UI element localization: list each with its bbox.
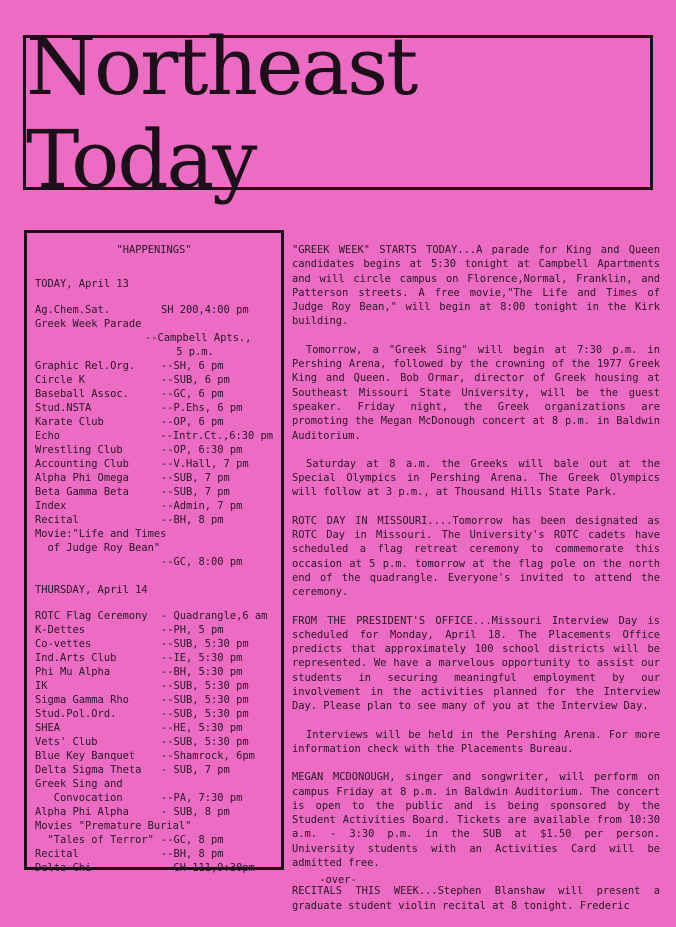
- event-name: Phi Mu Alpha: [35, 666, 111, 678]
- event-detail: --GC, 6 pm: [161, 388, 224, 400]
- article-paragraph: "GREEK WEEK" STARTS TODAY...A parade for King and Queen candidates begins at 5:30 tonight at Campbell Apartments and will circle campus on Florence,Normal, Franklin, and Patterson streets. A free movie,"The Life and Times of Judge Roy Bean," will begin at 8:00 tonight in the Kirk building.: [292, 244, 660, 328]
- event-detail: --IE, 5:30 pm: [161, 652, 243, 664]
- event-detail: --SUB, 7 pm: [161, 486, 230, 498]
- event-detail: --HE, 5:30 pm: [161, 722, 243, 734]
- event-row: [35, 679, 273, 693]
- event-row: [35, 359, 273, 373]
- article-paragraph: Saturday at 8 a.m. the Greeks will bale out at the Special Olympics in Pershing Arena. The Greek Olympics will follow at 3 p.m., at Thousand Hills State Park.: [292, 457, 660, 499]
- event-detail: [166, 527, 278, 541]
- event-name: Graphic Rel.Org.: [35, 360, 136, 372]
- event-name: Beta Gamma Beta: [35, 486, 129, 498]
- event-detail: --OP, 6:30 pm: [161, 444, 243, 456]
- event-name: Stud.NSTA: [35, 402, 92, 414]
- event-row: [35, 513, 273, 527]
- event-row: [35, 749, 273, 763]
- event-row: [35, 317, 273, 359]
- event-name: Movies "Premature Burial": [35, 820, 192, 832]
- event-row: [35, 373, 273, 387]
- event-row: [35, 443, 273, 457]
- event-detail: - SUB, 8 pm: [161, 806, 230, 818]
- event-name: Alpha Phi Alpha: [35, 806, 129, 818]
- event-name: Delta Chi: [35, 862, 92, 874]
- event-name: Vets' Club: [35, 736, 98, 748]
- event-row: [35, 805, 273, 819]
- event-row: [35, 735, 273, 749]
- event-row: [35, 541, 273, 555]
- event-detail: [161, 541, 273, 555]
- event-name: of Judge Roy Bean": [35, 542, 161, 554]
- event-detail: - Quadrangle,6 am: [161, 610, 268, 622]
- event-name: Recital: [35, 848, 79, 860]
- event-detail: - SUB, 7 pm: [161, 764, 230, 776]
- event-row: [35, 471, 273, 485]
- event-detail: --SUB, 5:30 pm: [161, 736, 249, 748]
- event-name: Baseball Assoc.: [35, 388, 129, 400]
- event-row: [35, 609, 273, 623]
- event-detail: --SUB, 5:30 pm: [161, 694, 249, 706]
- event-name: "Tales of Terror": [35, 834, 154, 846]
- event-name: Movie:"Life and Times: [35, 528, 167, 540]
- day-heading: THURSDAY, April 14: [35, 584, 148, 596]
- event-row: [35, 861, 273, 875]
- event-row: [35, 415, 273, 429]
- event-name: Wrestling Club: [35, 444, 123, 456]
- event-row: [35, 637, 273, 651]
- event-name: Echo: [35, 430, 61, 442]
- event-name: Index: [35, 500, 67, 512]
- event-detail: --Campbell Apts., 5 p.m.: [145, 332, 252, 358]
- happenings-days: [35, 277, 273, 875]
- event-detail: --PA, 7:30 pm: [161, 792, 243, 804]
- event-name: K-Dettes: [35, 624, 86, 636]
- event-detail: --SH, 6 pm: [161, 360, 224, 372]
- masthead-box: [23, 19, 653, 206]
- event-row: [35, 665, 273, 679]
- event-name: Ind.Arts Club: [35, 652, 117, 664]
- event-row: [35, 763, 273, 777]
- event-name: ROTC Flag Ceremony: [35, 610, 148, 622]
- event-row: [35, 777, 273, 791]
- event-name: IK: [35, 680, 48, 692]
- article-paragraph: MEGAN MCDONOUGH, singer and songwriter, will perform on campus Friday at 8 p.m. in Baldwin Auditorium. The concert is open to the public and is being sponsored by the Student Activities Board. Tickets are available from 10:30 a.m. - 3:30 p.m. in the SUB at $1.50 per person. University students with an Activities Card will be admitted free.: [292, 771, 660, 869]
- event-name: Delta Sigma Theta: [35, 764, 142, 776]
- event-detail: --OP, 6 pm: [161, 416, 224, 428]
- event-row: [35, 847, 273, 861]
- article-paragraph: FROM THE PRESIDENT'S OFFICE...Missouri Interview Day is scheduled for Monday, April 18. The Placements Office predicts that approximately 100 school districts will be represented. We have a marvelous opportunity to assist our students in securing meaningful employment by our involvement in the activities planned for the Interview Day. Please plan to see many of you at the Interview Day.: [292, 614, 660, 713]
- event-name: SHEA: [35, 722, 61, 734]
- event-row: [35, 401, 273, 415]
- event-detail: --Shamrock, 6pm: [161, 750, 255, 762]
- event-detail: [191, 819, 303, 833]
- event-name: Accounting Club: [35, 458, 129, 470]
- event-row: [35, 721, 273, 735]
- event-detail: --SUB, 6 pm: [161, 374, 230, 386]
- event-detail: --GH 111,9:30pm: [161, 862, 255, 874]
- event-detail: --PH, 5 pm: [161, 624, 224, 636]
- event-row: [35, 457, 273, 471]
- article-paragraph: RECITALS THIS WEEK...Stephen Blanshaw will present a graduate student violin recital at 8 tonight. Frederic: [292, 885, 660, 912]
- event-detail: --SUB, 5:30 pm: [161, 680, 249, 692]
- event-detail: [161, 777, 273, 791]
- event-name: Alpha Phi Omega: [35, 472, 129, 484]
- event-detail: --V.Hall, 7 pm: [161, 458, 249, 470]
- event-name: Greek Sing and: [35, 778, 123, 790]
- event-name: [35, 555, 161, 569]
- event-row: [35, 791, 273, 805]
- event-row: [35, 693, 273, 707]
- event-name: Greek Week Parade: [35, 318, 142, 330]
- event-detail: --SUB, 5:30 pm: [161, 638, 249, 650]
- event-row: [35, 833, 273, 847]
- event-name: Ag.Chem.Sat.: [35, 304, 111, 316]
- happenings-box: [24, 230, 284, 874]
- event-detail: --SUB, 5:30 pm: [161, 708, 249, 720]
- event-detail: --BH, 8 pm: [161, 848, 224, 860]
- event-row: [35, 707, 273, 721]
- event-name: Sigma Gamma Rho: [35, 694, 129, 706]
- event-detail: SH 200,4:00 pm: [161, 304, 249, 316]
- event-row: [35, 303, 273, 317]
- event-name: Stud.Pol.Ord.: [35, 708, 117, 720]
- event-detail: --Intr.Ct.,6:30 pm: [160, 430, 273, 442]
- event-row: [35, 499, 273, 513]
- event-detail: --BH, 5:30 pm: [161, 666, 243, 678]
- event-row: [35, 429, 273, 443]
- article-paragraph: ROTC DAY IN MISSOURI....Tomorrow has been designated as ROTC Day in Missouri. The University's ROTC cadets have scheduled a flag retreat ceremony to commemorate this occasion at 5 p.m. tomorrow at the flag pole on the north end of the quadrangle. Everyone's invited to attend the ceremony.: [292, 514, 660, 599]
- event-detail: --SUB, 7 pm: [161, 472, 230, 484]
- over-note: -over-: [319, 874, 357, 886]
- event-row: [35, 485, 273, 499]
- event-name: Recital: [35, 514, 79, 526]
- event-name: Co-vettes: [35, 638, 92, 650]
- event-detail: --GC, 8 pm: [161, 834, 224, 846]
- event-name: Karate Club: [35, 416, 104, 428]
- event-name: Blue Key Banquet: [35, 750, 136, 762]
- event-row: [35, 623, 273, 637]
- event-detail: --BH, 8 pm: [161, 514, 224, 526]
- happenings-title: "HAPPENINGS": [116, 244, 192, 256]
- article-paragraph: Interviews will be held in the Pershing Arena. For more information check with the Placements Bureau.: [292, 728, 660, 755]
- event-name: Circle K: [35, 374, 86, 386]
- event-row: [35, 387, 273, 401]
- newsletter-title: Northeast Today: [26, 19, 417, 206]
- event-name: Convocation: [35, 792, 123, 804]
- articles-column: [292, 243, 660, 927]
- event-detail: --GC, 8:00 pm: [161, 556, 243, 568]
- event-row: [35, 555, 273, 569]
- day-heading: TODAY, April 13: [35, 278, 129, 290]
- event-row: [35, 651, 273, 665]
- event-row: [35, 819, 273, 833]
- event-detail: --P.Ehs, 6 pm: [161, 402, 243, 414]
- event-row: [35, 527, 273, 541]
- event-detail: --Admin, 7 pm: [161, 500, 243, 512]
- article-paragraph: Tomorrow, a "Greek Sing" will begin at 7:30 p.m. in Pershing Arena, followed by the crowning of the 1977 Greek King and Queen. Bob Ormar, director of Greek housing at Southeast Missouri State University, will be the guest speaker. Friday night, the Greek organizations are promoting the Megan McDonough concert at 8 p.m. in Baldwin Auditorium.: [292, 343, 660, 442]
